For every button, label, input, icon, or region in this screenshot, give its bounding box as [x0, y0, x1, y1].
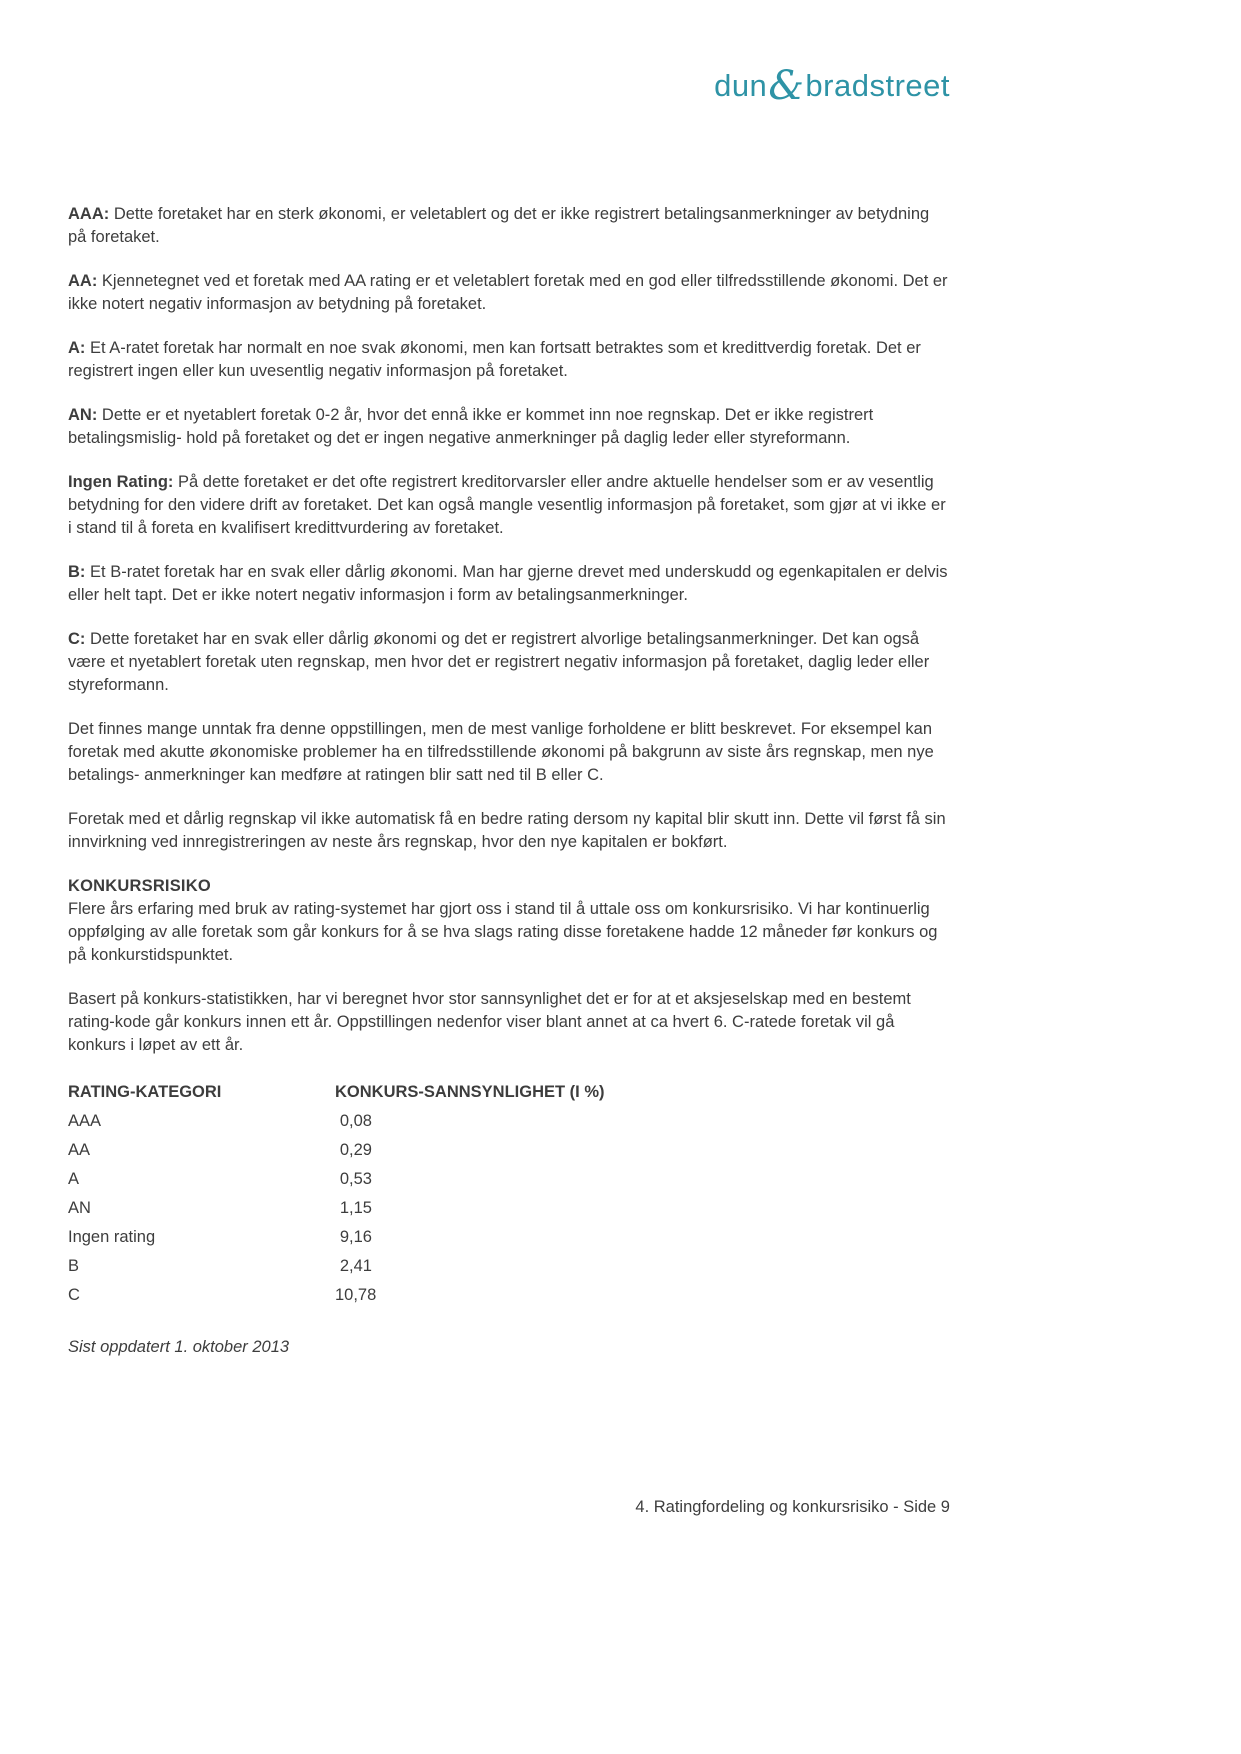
column-header-probability: KONKURS-SANNSYNLIGHET (I %)	[335, 1083, 605, 1101]
paragraph-c	[68, 628, 952, 697]
rating-code-label-ingen-rating: Ingen Rating:	[68, 473, 174, 491]
rating-category-cell: A	[68, 1170, 80, 1188]
logo-word-dun: dun	[714, 68, 768, 103]
paragraph-b	[68, 561, 952, 607]
probability-cell: 0,08	[339, 1112, 372, 1130]
rating-code-label-a: A:	[68, 339, 86, 357]
bankruptcy-probability-table	[68, 1078, 952, 1310]
konkursrisiko-section	[68, 875, 952, 1057]
paragraph-text: Dette er et nyetablert foretak 0-2 år, hvor det ennå ikke er kommet inn noe regnskap. Det er ikke registrert betalingsmislig- hold på foretaket og det er ingen negative anmerkninger på daglig leder eller styreformann.	[68, 406, 874, 447]
rating-code-label-b: B:	[68, 563, 86, 581]
table-row-b	[68, 1252, 952, 1281]
table-row-a	[68, 1165, 952, 1194]
table-header-row	[68, 1078, 952, 1107]
page-footer: 4. Ratingfordeling og konkursrisiko - Side 9	[635, 1498, 950, 1516]
paragraph-text: Kjennetegnet ved et foretak med AA rating er et veletablert foretak med en god eller tilfredsstillende økonomi. Det er ikke notert negativ informasjon av betydning på foretaket.	[68, 272, 948, 313]
rating-code-label-an: AN:	[68, 406, 98, 424]
table-row-an	[68, 1194, 952, 1223]
document-body	[68, 203, 952, 1359]
table-row-aa	[68, 1136, 952, 1165]
probability-cell: 2,41	[339, 1257, 372, 1275]
paragraph-text: Det finnes mange unntak fra denne oppstillingen, men de mest vanlige forholdene er blitt beskrevet. For eksempel kan foretak med akutte økonomiske problemer ha en tilfredsstillende økonomi på bakgrunn av siste års regnskap, men nye betalings- anmerkninger kan medføre at ratingen blir satt ned til B eller C.	[68, 720, 934, 784]
logo-ampersand-icon: &	[768, 63, 805, 109]
rating-category-cell: B	[68, 1257, 80, 1275]
paragraph-aa	[68, 270, 952, 316]
paragraph-exceptions	[68, 718, 952, 787]
rating-category-cell: C	[68, 1286, 80, 1304]
logo-word-bradstreet: bradstreet	[805, 68, 950, 103]
probability-cell: 9,16	[339, 1228, 372, 1246]
rating-code-label-c: C:	[68, 630, 86, 648]
last-updated-note: Sist oppdatert 1. oktober 2013	[68, 1338, 290, 1356]
paragraph-aaa	[68, 203, 952, 249]
probability-cell: 0,53	[339, 1170, 372, 1188]
dnb-logo	[714, 63, 950, 109]
paragraph-text: Et A-ratet foretak har normalt en noe svak økonomi, men kan fortsatt betraktes som et kredittverdig foretak. Det er registrert ingen eller kun uvesentlig negativ informasjon på foretaket.	[68, 339, 921, 380]
table-row-aaa	[68, 1107, 952, 1136]
rating-category-cell: AAA	[68, 1112, 102, 1130]
rating-category-cell: AA	[68, 1141, 91, 1159]
table-row-ingen-rating	[68, 1223, 952, 1252]
probability-cell: 1,15	[339, 1199, 372, 1217]
rating-code-label-aa: AA:	[68, 272, 98, 290]
probability-cell: 0,29	[339, 1141, 372, 1159]
probability-cell: 10,78	[335, 1286, 377, 1304]
paragraph-text: Foretak med et dårlig regnskap vil ikke automatisk få en bedre rating dersom ny kapital blir skutt inn. Dette vil først få sin innvirkning ved innregistreringen av neste års regnskap, hvor den nye kapitalen er bokført.	[68, 810, 946, 851]
paragraph-an	[68, 404, 952, 450]
paragraph-text: Dette foretaket har en svak eller dårlig økonomi og det er registrert alvorlige betalingsanmerkninger. Det kan også være et nyetablert foretak uten regnskap, men hvor det er registrert negativ informasjon på foretaket, daglig leder eller styreformann.	[68, 630, 930, 694]
paragraph-text: Et B-ratet foretak har en svak eller dårlig økonomi. Man har gjerne drevet med underskudd og egenkapitalen er delvis eller helt tapt. Det er ikke notert negativ informasjon i form av betalingsanmerkninger.	[68, 563, 948, 604]
rating-category-cell: AN	[68, 1199, 91, 1217]
paragraph-text: Dette foretaket har en sterk økonomi, er veletablert og det er ikke registrert betalingsanmerkninger av betydning på foretaket.	[68, 205, 930, 246]
table-row-c	[68, 1281, 952, 1310]
paragraph-text: På dette foretaket er det ofte registrert kreditorvarsler eller andre aktuelle hendelser som er av vesentlig betydning for den videre drift av foretaket. Det kan også mangle vesentlig informasjon på foretaket, som gjør at vi ikke er i stand til å foreta en kvalifisert kredittvurdering av foretaket.	[68, 473, 946, 537]
konkursrisiko-heading: KONKURSRISIKO	[68, 877, 211, 895]
column-header-rating-category: RATING-KATEGORI	[68, 1083, 222, 1101]
paragraph-ingen-rating	[68, 471, 952, 540]
rating-category-cell: Ingen rating	[68, 1228, 156, 1246]
konkurs-paragraph-2: Basert på konkurs-statistikken, har vi beregnet hvor stor sannsynlighet det er for at et aksjeselskap med en bestemt rating-kode går konkurs innen ett år. Oppstillingen nedenfor viser blant annet at ca hvert 6. C-ratede foretak vil gå konkurs i løpet av ett år.	[68, 990, 911, 1054]
paragraph-new-capital	[68, 808, 952, 854]
rating-code-label-aaa: AAA:	[68, 205, 110, 223]
konkurs-paragraph-1: Flere års erfaring med bruk av rating-systemet har gjort oss i stand til å uttale oss om konkursrisiko. Vi har kontinuerlig oppfølging av alle foretak som går konkurs for å se hva slags rating disse foretakene hadde 12 måneder før konkurs og på konkurstidspunktet.	[68, 900, 938, 964]
paragraph-a	[68, 337, 952, 383]
